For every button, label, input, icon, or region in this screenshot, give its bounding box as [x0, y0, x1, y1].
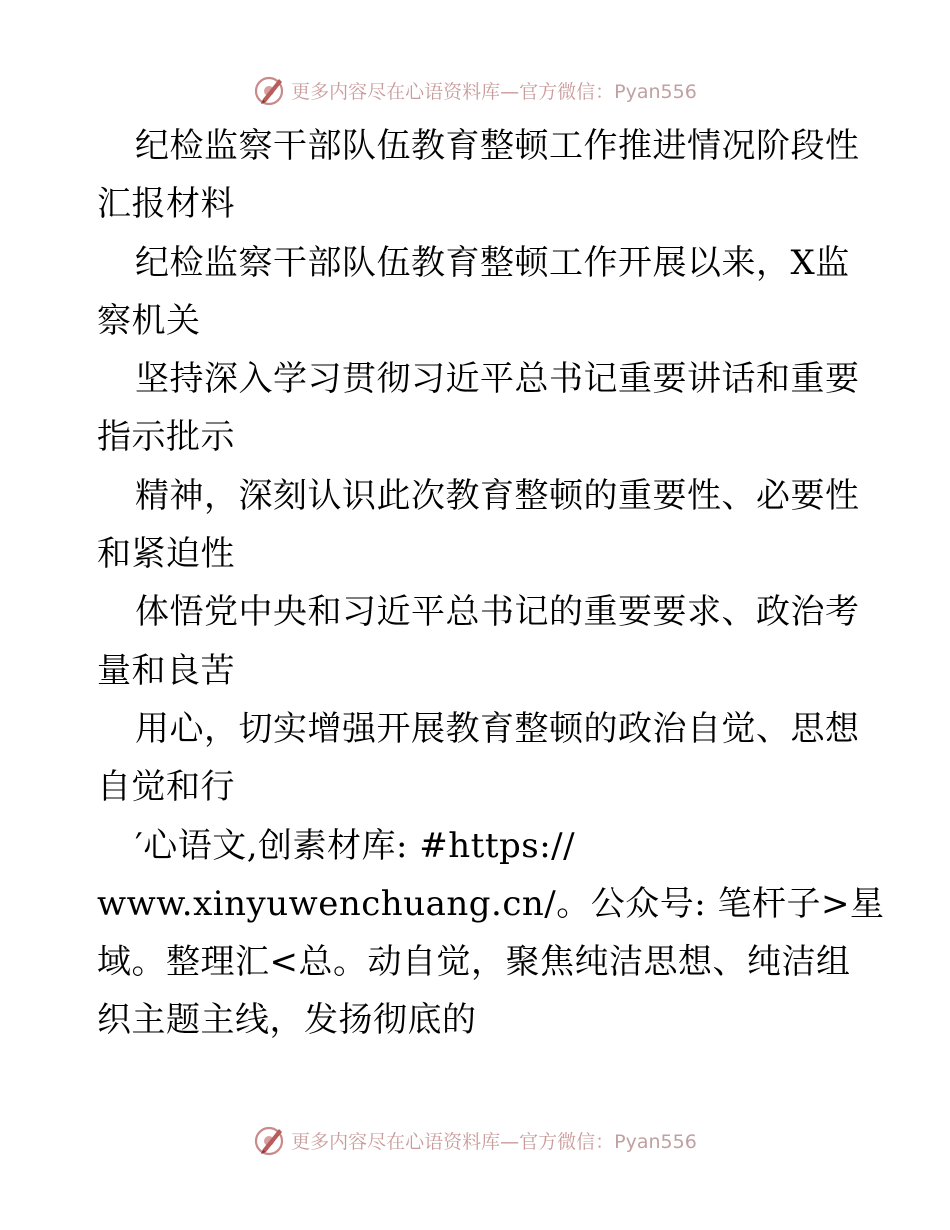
watermark-handle: Pyan556 [614, 1130, 697, 1153]
text-line: 纪检监察干部队伍教育整顿工作推进情况阶段性 [135, 126, 860, 166]
text-line: 自觉和行 [97, 767, 235, 808]
text-line: 纪检监察干部队伍教育整顿工作开展以来，X监 [135, 242, 850, 283]
text-line: www.xinyuwenchuang.cn/。公众号: 笔杆子>星 [97, 883, 885, 924]
text-line: 指示批示 [97, 417, 235, 458]
text-line: 织主题主线，发扬彻底的 [97, 1000, 477, 1041]
text-line: 精神，深刻认识此次教育整顿的重要性、必要性 [135, 475, 860, 516]
text-line: 量和良苦 [97, 650, 235, 691]
text-line: 汇报材料 [97, 184, 235, 225]
document-body [97, 117, 885, 1050]
pen-logo-icon [253, 73, 287, 107]
watermark-text: 更多内容尽在心语资料库—官方微信：Pyan556 [291, 1130, 697, 1153]
text-line: 域。整理汇<总。动自觉，聚焦纯洁思想、纯洁组 [97, 942, 851, 983]
text-line: 体悟党中央和习近平总书记的重要要求、政治考 [135, 592, 860, 633]
header-watermark [0, 70, 950, 110]
text-line: 和紧迫性 [97, 534, 235, 575]
pen-logo-icon [253, 1123, 287, 1157]
watermark-handle: Pyan556 [614, 80, 697, 103]
text-line: ′心语文,创素材库: #https:// [135, 825, 576, 866]
text-line: 坚持深入学习贯彻习近平总书记重要讲话和重要 [135, 359, 860, 400]
text-line: 用心，切实增强开展教育整顿的政治自觉、思想 [135, 708, 860, 749]
watermark-text: 更多内容尽在心语资料库—官方微信：Pyan556 [291, 80, 697, 103]
text-line: 察机关 [97, 300, 201, 341]
footer-watermark [0, 1120, 950, 1160]
